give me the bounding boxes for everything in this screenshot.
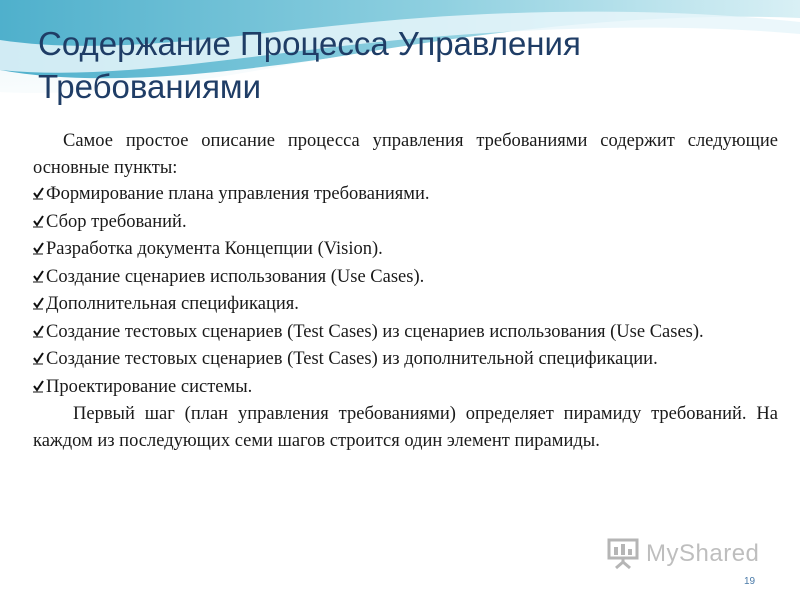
page-number: 19 — [744, 576, 756, 587]
list-item-text: Сбор требований. — [46, 211, 187, 232]
list-item — [33, 319, 778, 347]
list-item-text: Создание сценариев использования (Use Cases). — [46, 266, 425, 287]
list-item — [33, 374, 778, 402]
list-item-text: Дополнительная спецификация. — [46, 294, 299, 314]
list-item-text: Разработка документа Концепции (Vision). — [46, 239, 383, 259]
watermark — [606, 536, 759, 572]
list-item — [33, 264, 778, 292]
check-arrow-icon — [33, 292, 44, 319]
list-item — [33, 346, 778, 374]
slide-title-line-2: Требованиями — [38, 68, 262, 105]
list-item-text: Создание тестовых сценариев (Test Cases) из сценариев использования (Use Cases). — [46, 321, 704, 342]
check-arrow-icon — [33, 375, 44, 402]
check-arrow-icon — [33, 182, 44, 209]
check-arrow-icon — [33, 320, 44, 347]
slide-title — [38, 22, 758, 108]
list-item-text: Проектирование системы. — [46, 376, 253, 397]
check-arrow-icon — [33, 265, 44, 292]
list-item-text: Создание тестовых сценариев (Test Cases) из дополнительной спецификации. — [46, 349, 658, 369]
slide-title-line-1: Содержание Процесса Управления — [38, 25, 581, 62]
list-item — [33, 181, 778, 209]
list-item-text: Формирование плана управления требованиями. — [46, 184, 430, 204]
check-arrow-icon — [33, 237, 44, 264]
steps-list — [33, 181, 778, 401]
check-arrow-icon — [33, 210, 44, 237]
list-item — [33, 209, 778, 237]
list-item — [33, 291, 778, 319]
watermark-text: MyShared — [646, 540, 760, 567]
check-arrow-icon — [33, 347, 44, 374]
presentation-board-icon — [606, 538, 640, 570]
intro-paragraph: Самое простое описание процесса управления требованиями содержит следующие основные пункты: — [33, 131, 778, 178]
conclusion-paragraph: Первый шаг (план управления требованиями) определяет пирамиду требований. На каждом из последующих семи шагов строится один элемент пирамиды. — [33, 404, 778, 451]
list-item — [33, 236, 778, 264]
slide-body — [33, 128, 778, 454]
